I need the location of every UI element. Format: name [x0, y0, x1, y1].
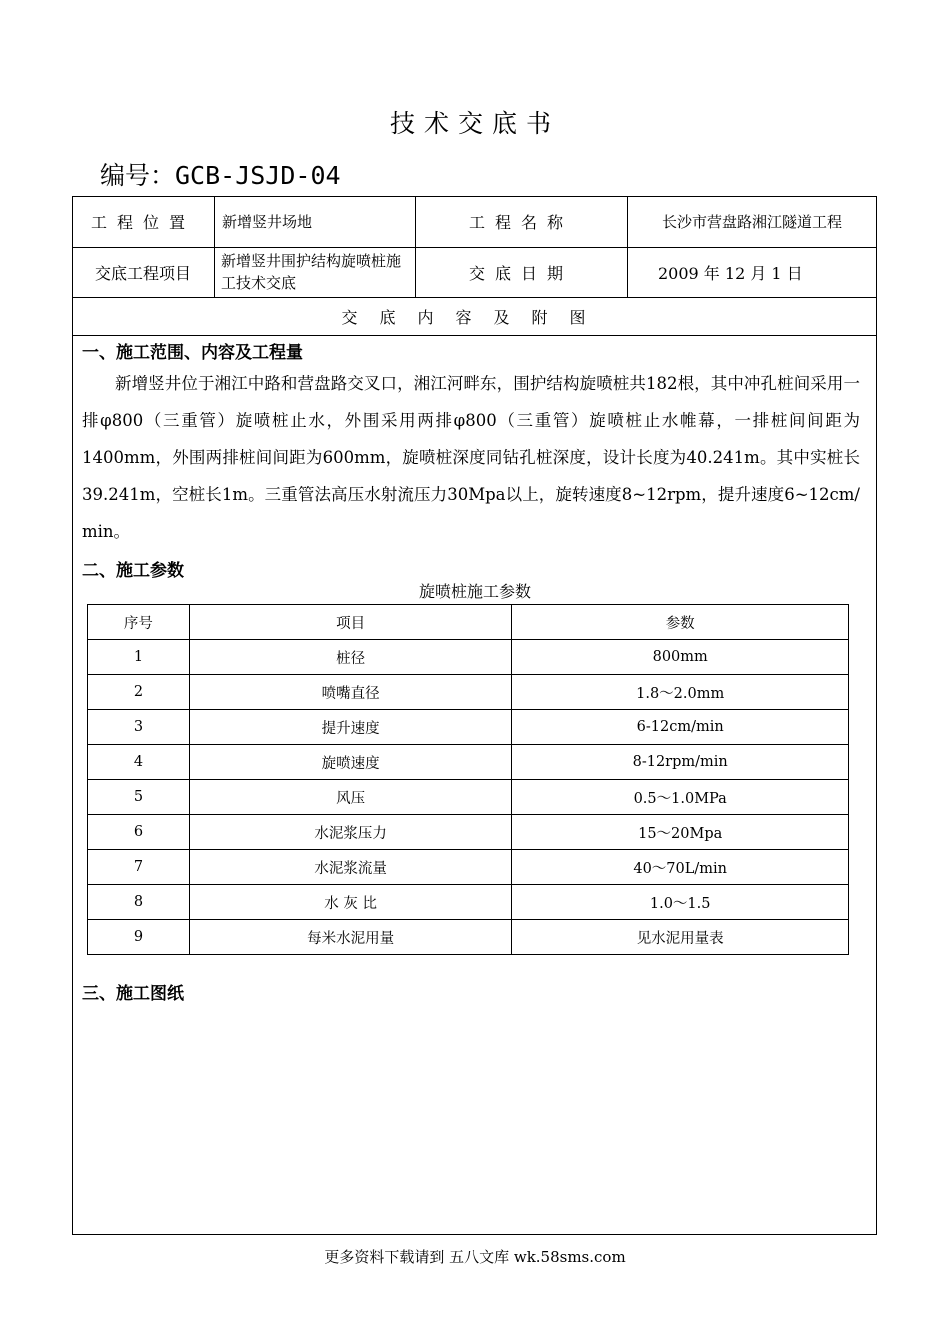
row-item: 旋喷速度	[189, 745, 512, 780]
row-number: 2	[88, 675, 190, 710]
row-parameter: 见水泥用量表	[512, 920, 849, 955]
table-row	[88, 885, 849, 920]
row-number: 4	[88, 745, 190, 780]
table-row	[88, 745, 849, 780]
row-item: 桩径	[189, 640, 512, 675]
column-header-item: 项目	[189, 605, 512, 640]
section1-body	[82, 365, 860, 550]
row-item: 喷嘴直径	[189, 675, 512, 710]
row-number: 6	[88, 815, 190, 850]
row-number: 1	[88, 640, 190, 675]
content-heading: 交底内容及附图	[341, 307, 608, 327]
document-number: 编号：GCB-JSJD-04	[100, 161, 341, 190]
project-name-value: 长沙市营盘路湘江隧道工程	[661, 213, 842, 231]
table-row	[88, 675, 849, 710]
column-header-parameter: 参数	[512, 605, 849, 640]
row-parameter: 15～20Mpa	[512, 815, 849, 850]
row-parameter: 1.8～2.0mm	[512, 675, 849, 710]
table-row	[88, 640, 849, 675]
date-label: 交底日期	[468, 263, 573, 283]
header-col-divider-1	[214, 196, 215, 297]
project-name-label: 工程名称	[468, 213, 573, 232]
location-label: 工程位置	[90, 213, 195, 232]
row-item: 每米水泥用量	[189, 920, 512, 955]
row-item: 提升速度	[189, 710, 512, 745]
row-number: 3	[88, 710, 190, 745]
section1-paragraph: 新增竖井位于湘江中路和营盘路交叉口，湘江河畔东，围护结构旋喷桩共182根，其中冲孔桩间采用一排φ800（三重管）旋喷桩止水，外围采用两排φ800（三重管）旋喷桩止水帷幕，一排桩间间距为1400mm，外围两排桩间间距为600mm，旋喷桩深度同钻孔桩深度，设计长度为40.241m。其中实桩长39.241m，空桩长1m。三重管法高压水射流压力30Mpa以上，旋转速度8~12rpm，提升速度6~12cm/ min。	[82, 374, 860, 541]
table-row	[88, 815, 849, 850]
column-header-number: 序号	[88, 605, 190, 640]
date-value: 2009 年 12 月 1 日	[658, 263, 803, 283]
row-parameter: 6-12cm/min	[512, 710, 849, 745]
row-number: 8	[88, 885, 190, 920]
table-row	[88, 850, 849, 885]
parameter-table-title: 旋喷桩施工参数	[418, 582, 531, 601]
row-item: 风压	[189, 780, 512, 815]
location-value: 新增竖井场地	[222, 213, 313, 231]
content-heading-divider	[72, 335, 877, 336]
table-row	[88, 920, 849, 955]
row-item: 水泥浆流量	[189, 850, 512, 885]
item-value: 新增竖井围护结构旋喷桩施工技术交底	[221, 252, 402, 292]
table-row	[88, 710, 849, 745]
item-label: 交底工程项目	[94, 263, 191, 283]
table-header-row	[88, 605, 849, 640]
row-number: 9	[88, 920, 190, 955]
row-parameter: 800mm	[512, 640, 849, 675]
section1-heading: 一、施工范围、内容及工程量	[82, 343, 303, 363]
section2-heading: 二、施工参数	[82, 561, 184, 581]
row-number: 7	[88, 850, 190, 885]
row-item: 水 灰 比	[189, 885, 512, 920]
row-parameter: 1.0～1.5	[512, 885, 849, 920]
row-item: 水泥浆压力	[189, 815, 512, 850]
footer-text: 更多资料下载请到 五八文库 wk.58sms.com	[324, 1248, 626, 1266]
parameter-table	[87, 604, 849, 955]
row-parameter: 8-12rpm/min	[512, 745, 849, 780]
row-number: 5	[88, 780, 190, 815]
section3-heading: 三、施工图纸	[82, 984, 184, 1004]
table-row	[88, 780, 849, 815]
document-title: 技术交底书	[389, 109, 560, 138]
row-parameter: 0.5～1.0MPa	[512, 780, 849, 815]
row-parameter: 40～70L/min	[512, 850, 849, 885]
